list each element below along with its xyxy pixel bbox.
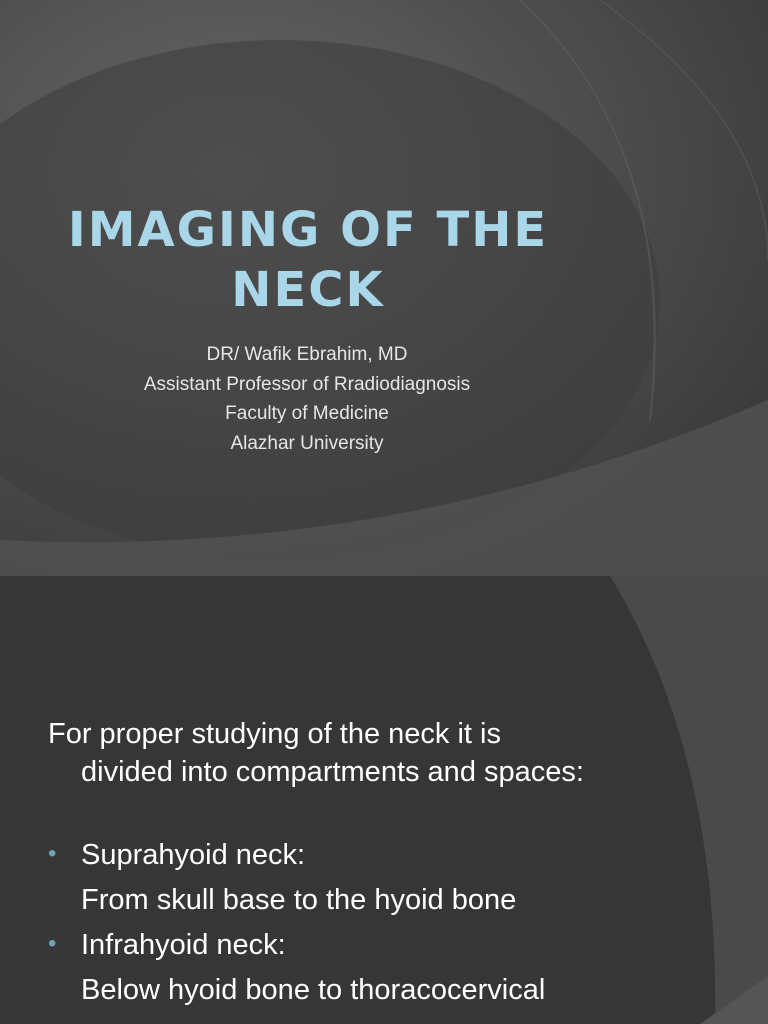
university-line: Alazhar University (230, 432, 384, 454)
author-line: DR/ Wafik Ebrahim, MD (206, 344, 408, 365)
faculty-line: Faculty of Medicine (225, 403, 389, 424)
bullet-item (48, 833, 728, 923)
intro-paragraph (48, 715, 728, 791)
intro-line-2: divided into compartments and spaces: (81, 756, 584, 788)
slide-body (48, 715, 728, 1013)
intro-line-1: For proper studying of the neck it is (48, 718, 501, 750)
bullet-icon: • (48, 840, 57, 867)
bullet-icon: • (48, 930, 57, 957)
bullet-detail: From skull base to the hyoid bone (81, 884, 517, 916)
position-line: Assistant Professor of Rradiodiagnosis (143, 373, 471, 395)
slide-title: IMAGING OF THE NECK (67, 202, 549, 318)
bullet-detail: Below hyoid bone to thoracocervical (81, 974, 546, 1006)
bullet-heading: Infrahyoid neck: (81, 929, 286, 961)
slide-subtitle (60, 340, 554, 458)
bullet-item (48, 923, 728, 1013)
bullet-heading: Suprahyoid neck: (81, 839, 306, 871)
